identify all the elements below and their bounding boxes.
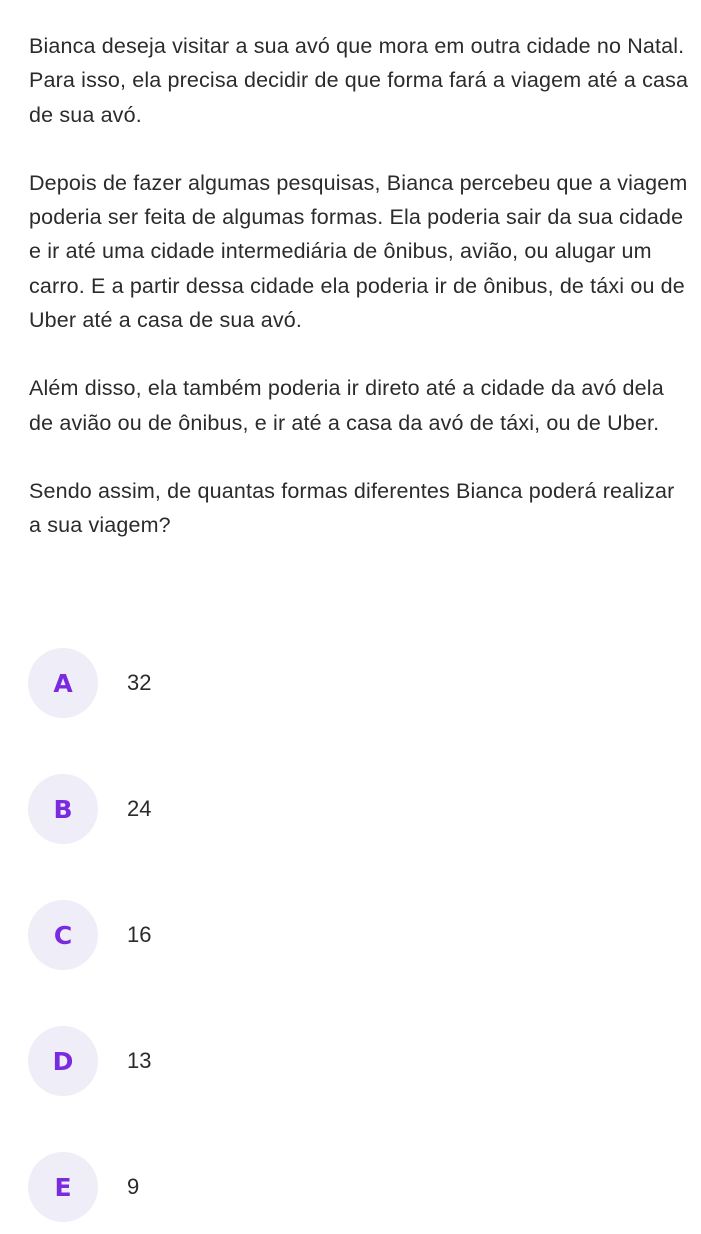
- option-e-value: 9: [127, 1174, 140, 1199]
- question-paragraph-2: Depois de fazer algumas pesquisas, Bianca percebeu que a viagem poderia ser feita de algumas formas. Ela poderia sair da sua cidade e ir até uma cidade intermediária de ônibus, avião, ou alugar um carro. E a partir dessa cidade ela poderia ir de ônibus, de táxi ou de Uber até a casa de sua avó.: [29, 170, 688, 333]
- option-b[interactable]: [28, 774, 628, 844]
- option-b-letter: B: [53, 794, 73, 824]
- option-c[interactable]: [28, 900, 628, 970]
- option-a-letter-badge: [28, 648, 98, 718]
- option-c-letter-badge: [28, 900, 98, 970]
- question-text: [29, 29, 691, 577]
- option-d[interactable]: [28, 1026, 628, 1096]
- option-e-letter-badge: [28, 1152, 98, 1222]
- option-c-letter: C: [53, 920, 73, 950]
- option-b-value: 24: [127, 796, 152, 821]
- question-paragraph-1: Bianca deseja visitar a sua avó que mora em outra cidade no Natal. Para isso, ela precisa decidir de que forma fará a viagem até a casa de sua avó.: [29, 34, 689, 127]
- option-a[interactable]: [28, 648, 628, 718]
- question-paragraph-3: Além disso, ela também poderia ir direto até a cidade da avó dela de avião ou de ônibus, e ir até a casa da avó de táxi, ou de Uber.: [29, 376, 664, 435]
- option-a-letter: A: [53, 668, 73, 698]
- option-d-value: 13: [127, 1048, 152, 1073]
- question-paragraph-4: Sendo assim, de quantas formas diferentes Bianca poderá realizar a sua viagem?: [29, 478, 675, 538]
- option-e-letter: E: [54, 1172, 72, 1202]
- option-b-letter-badge: [28, 774, 98, 844]
- option-e[interactable]: [28, 1152, 628, 1222]
- option-c-value: 16: [127, 922, 152, 947]
- option-d-letter: D: [52, 1046, 74, 1076]
- option-a-value: 32: [127, 670, 152, 695]
- option-d-letter-badge: [28, 1026, 98, 1096]
